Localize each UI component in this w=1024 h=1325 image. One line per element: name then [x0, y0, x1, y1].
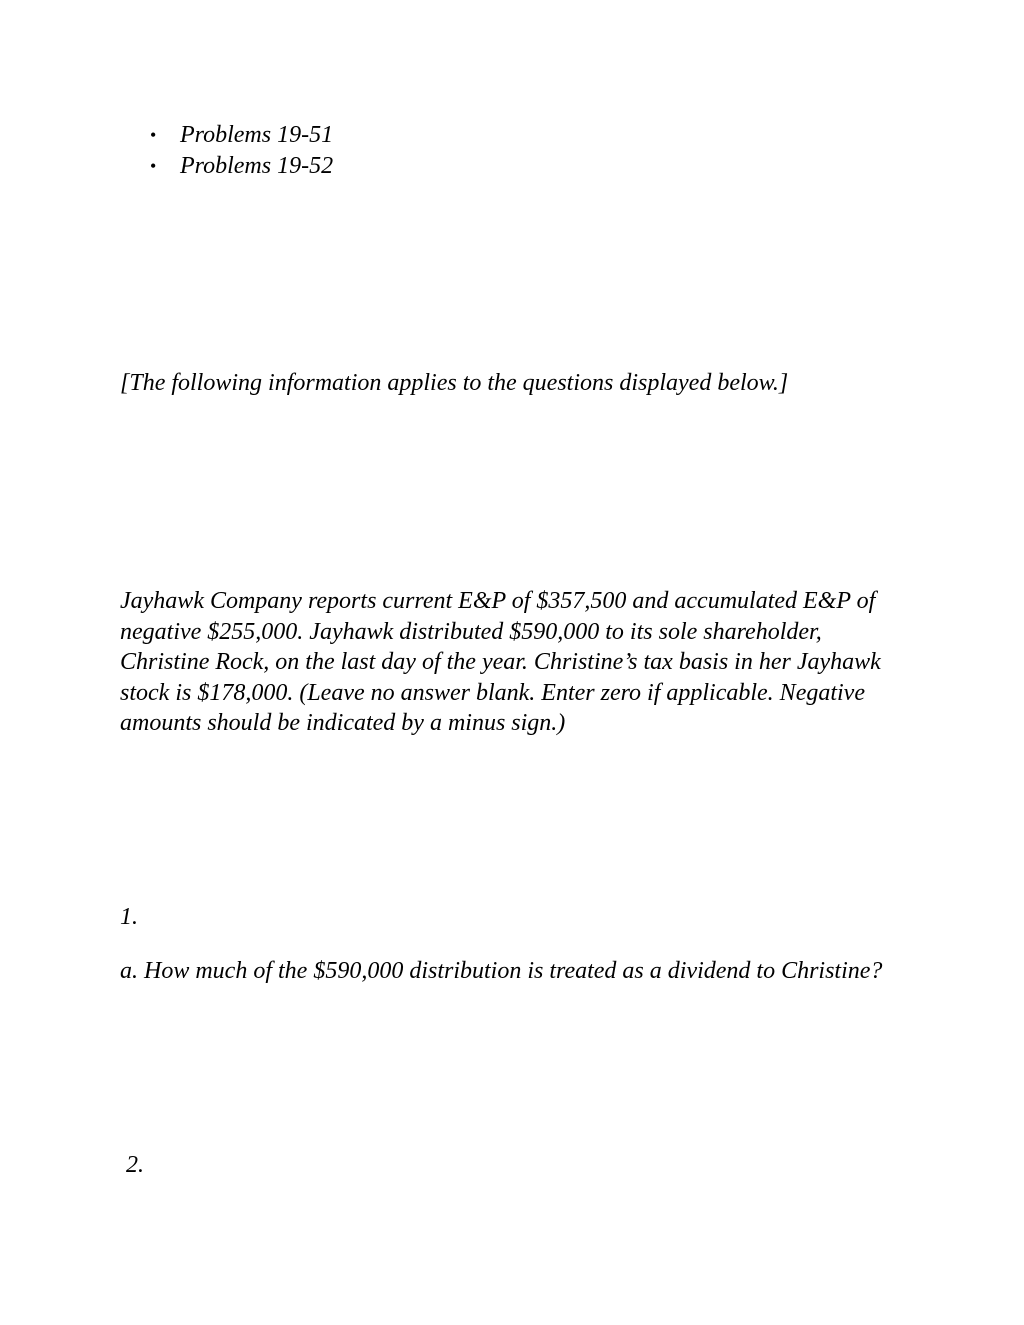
bullet-icon: • [150, 156, 157, 176]
scenario-text: Jayhawk Company reports current E&P of $357,500 and accumulated E&P of negative $255,000. Jayhawk distributed $590,000 to its sole shareholder, Christine Rock, on the last day of the year. Christine’s tax basis in her Jayhawk stock is $178,000. (Leave no answer blank. Enter zero if applicable. Negative amounts should be indicated by a minus sign.) [120, 588, 881, 737]
problem-list-item[interactable] [150, 151, 334, 182]
problem-list [120, 120, 333, 182]
intro-note: [The following information applies to the questions displayed below.] [120, 370, 789, 396]
question-number: 2. [126, 1152, 144, 1178]
bullet-icon: • [150, 125, 157, 145]
problem-link[interactable]: Problems 19-51 [180, 122, 334, 148]
problem-link[interactable]: Problems 19-52 [180, 153, 334, 179]
question-part-a: a. How much of the $590,000 distribution is treated as a dividend to Christine? [120, 958, 883, 984]
problem-list-item[interactable] [150, 120, 334, 151]
question-number: 1. [120, 904, 138, 930]
